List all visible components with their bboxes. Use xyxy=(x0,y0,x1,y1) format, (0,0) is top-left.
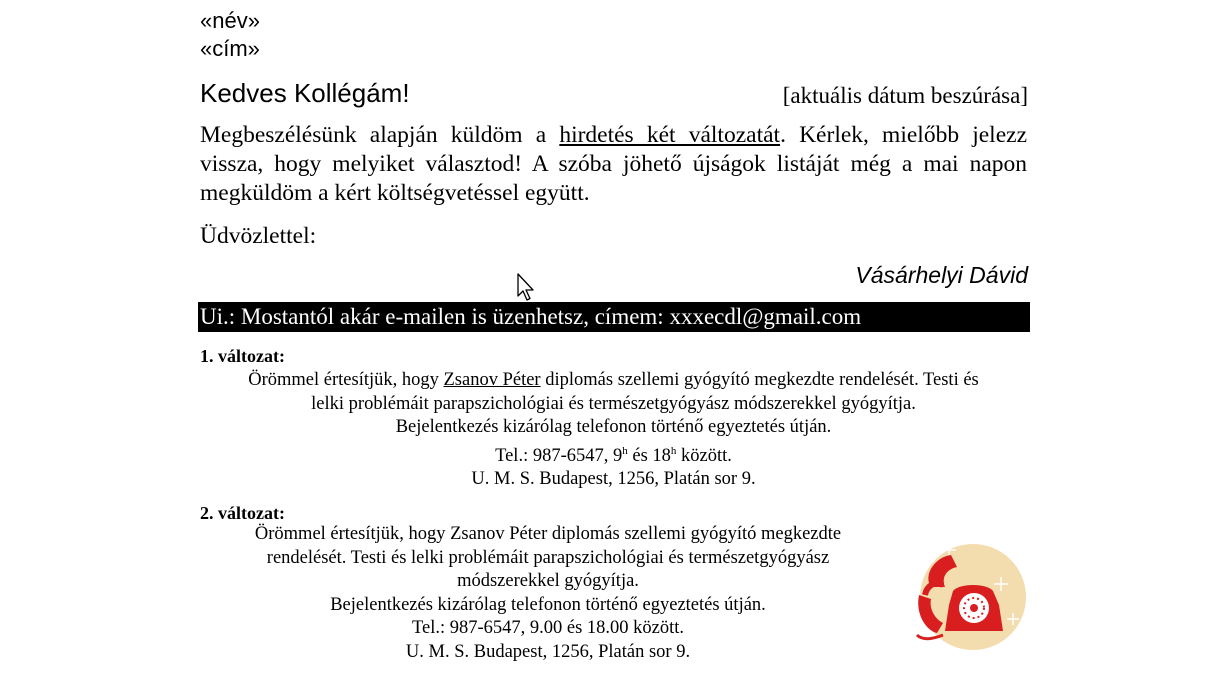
body-text-part2: . Kérlek, mielőbb jelezz vissza, hogy melyiket választod! A szóba jöhető újságok listáját még a mai napon megküldöm a kért költségvetéssel együtt. xyxy=(200,122,1027,206)
variant1-tel-sup2: h xyxy=(670,444,677,457)
merge-field-address[interactable]: «cím» xyxy=(200,36,260,61)
postscript-bar: Ui.: Mostantól akár e-mailen is üzenhetsz, címem: xxxecdl@gmail.com xyxy=(198,302,1030,332)
document-page xyxy=(200,0,1030,694)
telephone-icon[interactable] xyxy=(913,535,1033,655)
variant1-tel-suffix: között. xyxy=(676,445,732,466)
variant1-line1 xyxy=(200,369,1027,393)
variant1-line1-post: diplomás szellemi gyógyító megkezdte rendelését. Testi és xyxy=(540,370,979,390)
merge-field-name[interactable]: «név» xyxy=(200,8,260,33)
variant2-line2: rendelését. Testi és lelki problémáit parapszichológiai és természetgyógyász xyxy=(266,547,830,568)
variant2-address: U. M. S. Budapest, 1256, Platán sor 9. xyxy=(405,641,691,662)
variant1-line3: Bejelentkezés kizárólag telefonon történő egyeztetés útján. xyxy=(395,417,832,437)
body-text-part1: Megbeszélésünk alapján küldöm a xyxy=(200,122,560,148)
variant2-line4: Bejelentkezés kizárólag telefonon történő egyeztetés útján. xyxy=(330,594,766,615)
closing-text: Üdvözlettel: xyxy=(200,223,317,249)
date-placeholder[interactable]: [aktuális dátum beszúrása] xyxy=(782,83,1028,108)
variant2-line3: módszerekkel gyógyítja. xyxy=(457,571,639,591)
variant1-ad xyxy=(200,369,1027,492)
variant1-name-underlined: Zsanov Péter xyxy=(443,370,541,390)
letter-body xyxy=(200,121,1027,208)
variant2-line1: Örömmel értesítjük, hogy Zsanov Péter diplomás szellemi gyógyító megkezdte xyxy=(254,524,842,544)
variant1-address: U. M. S. Budapest, 1256, Platán sor 9. xyxy=(471,469,756,490)
mouse-cursor-icon xyxy=(517,273,537,303)
variant1-tel xyxy=(200,440,1027,469)
variant1-tel-prefix: Tel.: 987-6547, 9 xyxy=(495,445,623,466)
variant1-tel-mid: és 18 xyxy=(627,445,671,466)
variant1-tel-sup1: h xyxy=(622,444,628,457)
variant1-line1-pre: Örömmel értesítjük, hogy xyxy=(248,370,444,390)
variant2-ad xyxy=(200,523,896,664)
variant1-line2: lelki problémáit parapszichológiai és természetgyógyász módszerekkel gyógyítja. xyxy=(311,393,916,414)
variant2-title: 2. változat: xyxy=(200,503,285,523)
body-underlined-link[interactable]: hirdetés két változatát xyxy=(559,122,781,148)
greeting-heading: Kedves Kollégám! xyxy=(200,78,410,108)
variant2-line5: Tel.: 987-6547, 9.00 és 18.00 között. xyxy=(411,618,685,638)
phone-cord xyxy=(917,635,943,639)
signature: Vásárhelyi Dávid xyxy=(855,262,1028,288)
variant1-title: 1. változat: xyxy=(200,346,285,366)
